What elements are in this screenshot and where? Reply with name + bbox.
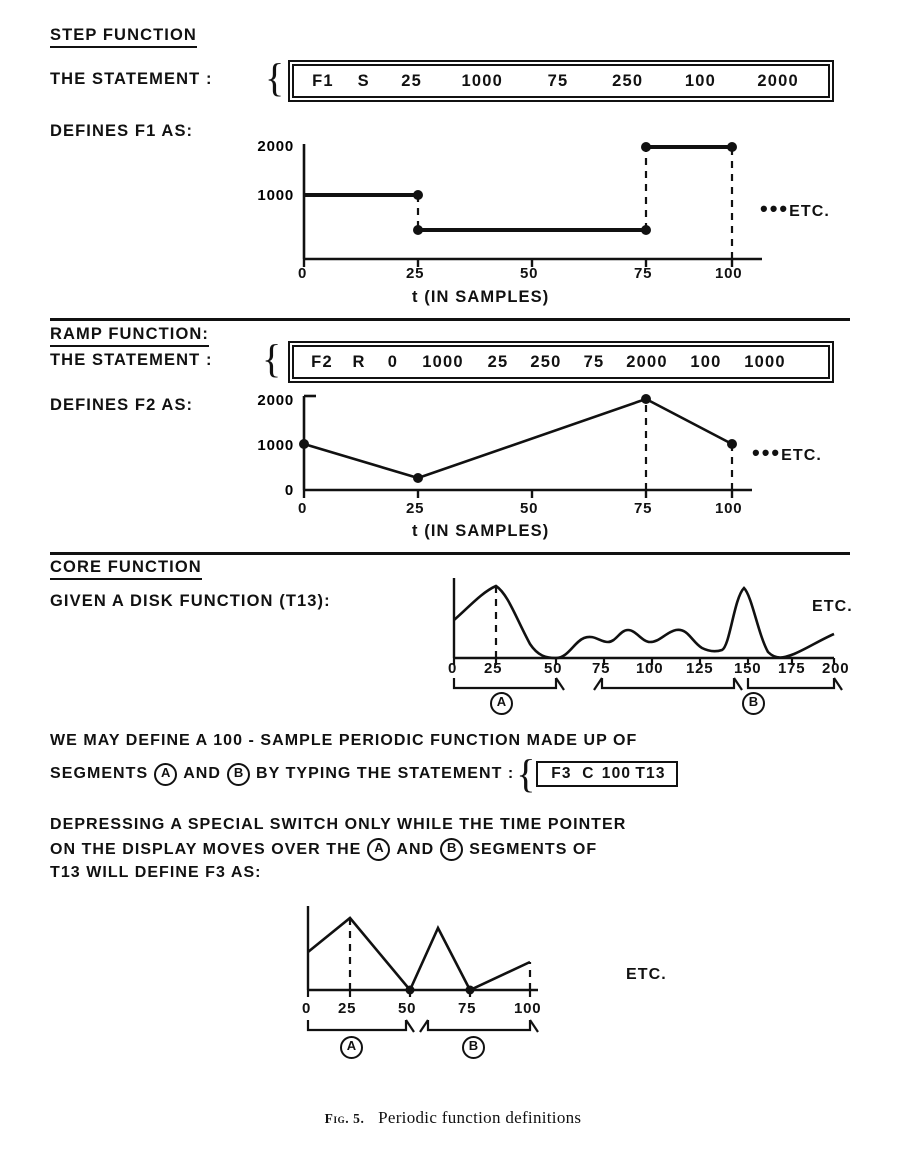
chart-periodic-function-F3 xyxy=(288,900,578,1012)
core-given-label: GIVEN A DISK FUNCTION (T13): xyxy=(50,592,331,610)
figure-caption xyxy=(0,1108,906,1128)
core-paragraph-1-line-1: WE MAY DEFINE A 100 - SAMPLE PERIODIC FUNCTION MADE UP OF xyxy=(50,732,638,749)
core-result-segment-braces xyxy=(288,1018,578,1040)
svg-text:1000: 1000 xyxy=(257,437,294,454)
step-statement-label: THE STATEMENT : xyxy=(50,70,213,88)
core-paragraph-2-line-2: ON THE DISPLAY MOVES OVER THE A AND B SEGMENTS OF xyxy=(50,838,597,861)
inline-segment-b-badge: B xyxy=(227,763,250,786)
step-etc-annotation: •••ETC. xyxy=(760,196,830,221)
core-result-segment-b-badge: B xyxy=(462,1034,485,1059)
ramp-etc-annotation: •••ETC. xyxy=(752,440,822,465)
core-paragraph-2-line-3: T13 WILL DEFINE F3 AS: xyxy=(50,864,262,881)
svg-text:2000: 2000 xyxy=(257,138,294,155)
svg-text:0: 0 xyxy=(284,482,294,499)
step-section-heading: STEP FUNCTION xyxy=(50,26,197,48)
inline-segment-a-badge-2: A xyxy=(367,838,390,861)
step-statement-brace: { xyxy=(265,55,285,100)
core-segment-b-badge: B xyxy=(742,690,765,715)
svg-text:2000: 2000 xyxy=(257,392,294,409)
svg-text:1000: 1000 xyxy=(257,187,294,204)
step-statement-box[interactable]: F1 S 25 1000 75 250 100 2000 xyxy=(292,64,830,98)
figure-caption-label: Fig. 5. xyxy=(324,1111,365,1126)
inline-segment-a-badge: A xyxy=(154,763,177,786)
core-statement-box[interactable]: F3 C 100 T13 xyxy=(536,761,678,787)
core-section-heading: CORE FUNCTION xyxy=(50,558,202,580)
divider-2 xyxy=(50,552,850,555)
ramp-section-heading: RAMP FUNCTION: xyxy=(50,325,209,347)
ramp-x-axis-label: t (IN SAMPLES) xyxy=(412,522,550,540)
inline-segment-b-badge-2: B xyxy=(440,838,463,861)
ramp-statement-brace: { xyxy=(262,336,282,381)
step-defines-label: DEFINES F1 AS: xyxy=(50,122,194,140)
ramp-statement-box[interactable]: F2 R 0 1000 25 250 75 2000 100 1000 xyxy=(292,345,830,379)
ramp-defines-label: DEFINES F2 AS: xyxy=(50,396,194,414)
core-paragraph-2-line-1: DEPRESSING A SPECIAL SWITCH ONLY WHILE THE TIME POINTER xyxy=(50,816,627,833)
ramp-statement-label: THE STATEMENT : xyxy=(50,351,213,369)
step-x-axis-label: t (IN SAMPLES) xyxy=(412,288,550,306)
chart-step-function-F1 xyxy=(232,134,792,294)
core-paragraph-1-line-2: SEGMENTS A AND B BY TYPING THE STATEMENT : { F3 C 100 T13 xyxy=(50,754,678,794)
core-segment-a-badge: A xyxy=(490,690,513,715)
figure-caption-text: Periodic function definitions xyxy=(378,1108,582,1127)
core-result-etc-annotation: ETC. xyxy=(626,966,667,983)
divider-1 xyxy=(50,318,850,321)
core-result-segment-a-badge: A xyxy=(340,1034,363,1059)
core-etc-annotation: ETC. xyxy=(812,598,853,615)
chart-ramp-function-F2 xyxy=(232,388,792,533)
